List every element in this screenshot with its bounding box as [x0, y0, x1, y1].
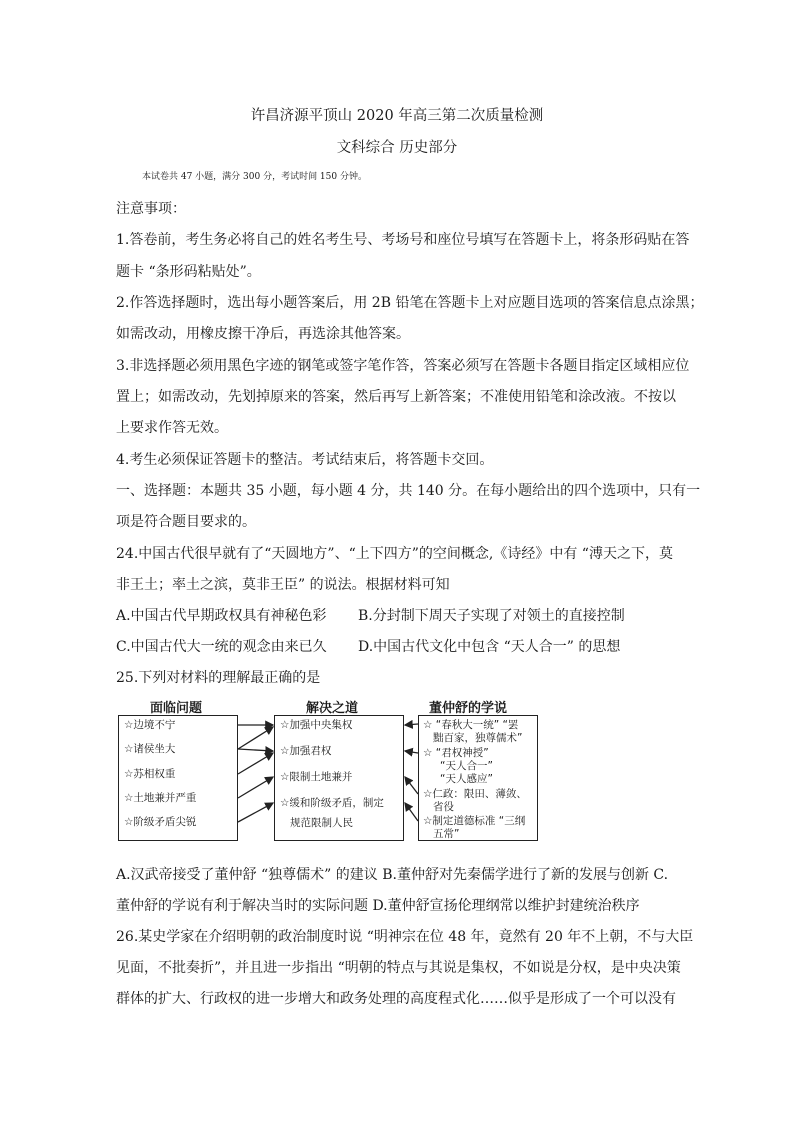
col3-item: “天人感应” [440, 773, 493, 785]
note-line: 题卡 “条形码粘贴处”。 [116, 264, 261, 280]
col3-item: ☆制定道德标准 “三纲 [423, 815, 526, 827]
intro-text: 本试卷共 47 小题，满分 300 分，考试时间 150 分钟。 [142, 172, 367, 182]
q26-stem-line: 26.某史学家在介绍明朝的政治制度时说 “明神宗在位 48 年，竟然有 20 年不上朝，不与大臣 [116, 929, 694, 945]
q24-stem-line: 24.中国古代很早就有了“天圆地方”、“上下四方”的空间概念,《诗经》中有 “溥天之下，莫 [116, 546, 673, 562]
q24-stem-line: 非王土；率土之滨，莫非王臣” 的说法。根据材料可知 [116, 577, 450, 593]
exam-subtitle: 文科综合 历史部分 [336, 140, 458, 156]
col2-item: 规范限制人民 [290, 817, 353, 829]
q24-option-d: D.中国古代文化中包含 “天人合一” 的思想 [358, 639, 621, 655]
note-line: 如需改动，用橡皮擦干净后，再选涂其他答案。 [116, 326, 410, 342]
q24-option-c: C.中国古代大一统的观念由来已久 [116, 639, 327, 655]
arrow-7 [405, 724, 418, 725]
arrow-6 [238, 803, 273, 822]
section-line: 一、选择题：本题共 35 小题，每小题 4 分，共 140 分。在每小题给出的四个选项中，只有一 [116, 483, 701, 499]
exam-title: 许昌济源平顶山 2020 年高三第二次质量检测 [250, 108, 544, 124]
arrow-9 [405, 777, 418, 794]
note-line: 上要求作答无效。 [116, 420, 228, 436]
col3-item: 省役 [433, 801, 454, 813]
q25-option-line: A.汉武帝接受了董仲舒 “独尊儒术” 的建议 B.董仲舒对先秦儒学进行了新的发展与创新 C. [116, 867, 669, 883]
arrow-8 [405, 751, 418, 753]
col1-item: ☆苏相权重 [124, 768, 176, 780]
note-line: 4.考生必须保证答题卡的整洁。考试结束后，将答题卡交回。 [116, 452, 494, 468]
col3-item: ☆ “春秋大一统” “罢 [423, 719, 519, 731]
col3-item: 五常” [433, 828, 460, 840]
col1-item: ☆诸侯坐大 [124, 743, 176, 755]
q26-stem-line: 见面，不批奏折”，并且进一步指出 “明朝的特点与其说是集权，不如说是分权，是中央决策 [116, 960, 681, 976]
arrow-3 [238, 749, 273, 751]
col2-item: ☆加强中央集权 [280, 719, 353, 731]
section-line: 项是符合题目要求的。 [116, 514, 256, 530]
col3-title: 董仲舒的学说 [429, 701, 508, 716]
col2-item: ☆缓和阶级矛盾，制定 [280, 797, 384, 809]
col1-item: ☆阶级矛盾尖锐 [124, 816, 197, 828]
col2-title: 解决之道 [306, 701, 359, 716]
arrow-2 [238, 727, 273, 749]
note-line: 3.非选择题必须用黑色字迹的钢笔或签字笔作答，答案必须写在答题卡各题目指定区域相应位 [116, 358, 690, 374]
q25-option-line: 董仲舒的学说有利于解决当时的实际问题 D.董仲舒宣扬伦理纲常以维护封建统治秩序 [116, 898, 640, 914]
notes-heading: 注意事项： [116, 201, 186, 217]
q26-stem-line: 群体的扩大、行政权的进一步增大和政务处理的高度程式化……似乎是形成了一个可以没有 [116, 991, 676, 1007]
arrow-10 [405, 803, 418, 821]
col3-item: 黜百家，独尊儒术” [433, 732, 523, 744]
arrow-5 [238, 777, 273, 798]
col1-item: ☆土地兼并严重 [124, 792, 197, 804]
q24-option-b: B.分封制下周天子实现了对领土的直接控制 [358, 608, 625, 624]
note-line: 置上；如需改动，先划掉原来的答案，然后再写上新答案；不准使用铅笔和涂改液。不按以 [116, 389, 676, 405]
col1-item: ☆边境不宁 [124, 719, 176, 731]
arrow-4 [238, 753, 273, 774]
col3-item: ☆仁政：限田、薄敛、 [423, 788, 527, 800]
col1-title: 面临问题 [150, 701, 203, 716]
col2-item: ☆加强君权 [280, 745, 332, 757]
q24-option-a: A.中国古代早期政权具有神秘色彩 [116, 608, 327, 624]
col2-item: ☆限制土地兼并 [280, 771, 353, 783]
col3-item: “天人合一” [440, 760, 493, 772]
note-line: 2.作答选择题时，选出每小题答案后，用 2B 铅笔在答题卡上对应题目选项的答案信息点涂黑； [116, 295, 704, 311]
q25-stem: 25.下列对材料的理解最正确的是 [116, 670, 321, 686]
col3-item: ☆ “君权神授” [423, 747, 489, 759]
note-line: 1.答卷前，考生务必将自己的姓名考生号、考场号和座位号填写在答题卡上，将条形码贴在答 [116, 232, 690, 248]
